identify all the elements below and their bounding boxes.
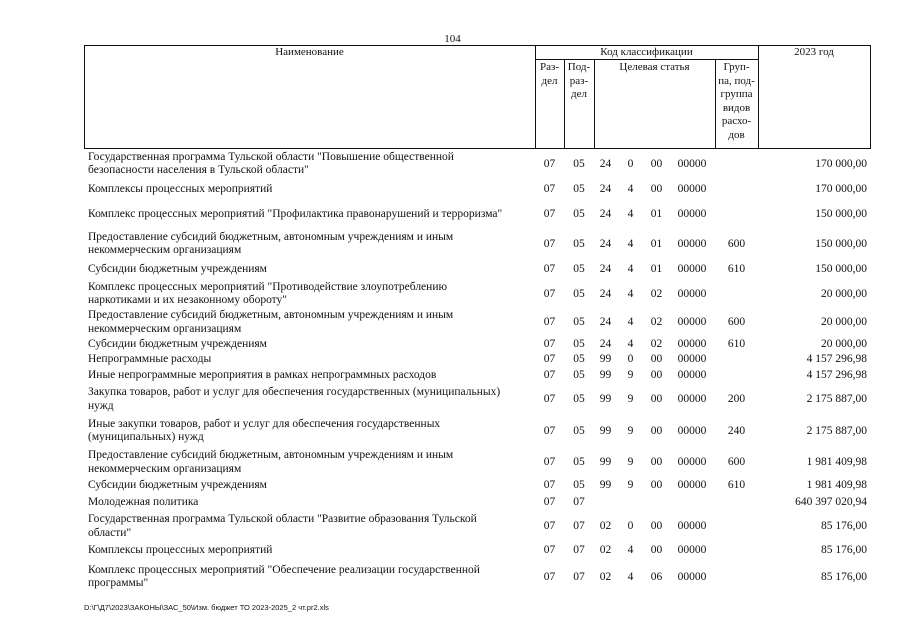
header-vid-line: Груп- <box>723 61 750 73</box>
target-direction-cell: 00000 <box>677 352 707 365</box>
razdel-cell: 07 <box>543 287 556 300</box>
header-vid-line: группа <box>720 88 753 100</box>
target-subprogram-cell: 9 <box>627 424 634 437</box>
expense-type-cell: 610 <box>727 478 746 491</box>
row-name <box>88 183 532 197</box>
header-podrazdel-line: раз- <box>569 74 589 87</box>
table-row <box>84 415 871 447</box>
row-name-line: Закупка товаров, работ и услуг для обеспечения государственных (муниципальных) <box>88 386 501 398</box>
table-row <box>84 228 871 260</box>
row-name-line: Государственная программа Тульской области "Повышение общественной <box>88 150 454 163</box>
target-element-cell: 00 <box>650 157 663 170</box>
target-subprogram-cell: 9 <box>627 456 634 468</box>
razdel-cell: 07 <box>543 456 556 468</box>
row-name-line: Непрограммные расходы <box>88 352 212 365</box>
header-target: Целевая статья <box>619 61 690 73</box>
razdel-cell: 07 <box>543 316 556 328</box>
target-element-cell: 00 <box>650 183 663 196</box>
table-row <box>84 149 871 179</box>
target-direction-cell: 00000 <box>677 520 707 532</box>
header-vid-line: па, под- <box>718 74 755 87</box>
target-subprogram-cell: 4 <box>627 570 634 583</box>
target-element-cell: 00 <box>650 478 663 491</box>
razdel-cell: 07 <box>543 520 556 532</box>
target-program-cell: 24 <box>599 237 612 250</box>
row-name <box>88 353 532 367</box>
podrazdel-cell: 05 <box>573 183 585 196</box>
row-name-line: некоммерческим организациям <box>88 244 242 256</box>
podrazdel-cell: 05 <box>573 287 585 300</box>
row-name <box>88 263 532 277</box>
target-direction-cell: 00000 <box>677 263 707 276</box>
podrazdel-cell: 05 <box>573 237 585 250</box>
podrazdel-cell: 05 <box>573 352 585 365</box>
target-subprogram-cell: 4 <box>627 337 634 350</box>
podrazdel-cell: 05 <box>573 393 585 405</box>
target-element-cell: 00 <box>650 393 663 405</box>
row-name-line: наркотиками и их незаконному обороту" <box>88 294 287 306</box>
expense-type-cell: 610 <box>727 263 746 276</box>
row-name <box>88 151 532 178</box>
target-direction-cell: 00000 <box>677 393 707 405</box>
amount-cell: 20 000,00 <box>821 287 867 300</box>
row-name-line: (муниципальных) нужд <box>88 431 204 443</box>
row-name <box>88 418 532 445</box>
row-name-line: Иные непрограммные мероприятия в рамках непрограммных расходов <box>88 368 437 381</box>
podrazdel-cell: 05 <box>573 263 585 276</box>
row-name-line: Предоставление субсидий бюджетным, автономным учреждениям и иным <box>88 309 454 321</box>
target-subprogram-cell: 4 <box>627 263 634 276</box>
row-name <box>88 369 532 383</box>
row-name-line: Иные закупки товаров, работ и услуг для обеспечения государственных <box>88 417 441 430</box>
podrazdel-cell: 05 <box>573 207 585 220</box>
target-subprogram-cell: 9 <box>627 393 634 405</box>
target-element-cell: 00 <box>650 424 663 437</box>
razdel-cell: 07 <box>543 495 556 508</box>
target-program-cell: 24 <box>599 263 612 276</box>
target-direction-cell: 00000 <box>677 478 707 491</box>
target-element-cell: 01 <box>650 237 663 250</box>
target-program-cell: 24 <box>599 207 612 220</box>
row-name-line: Субсидии бюджетным учреждениям <box>88 478 267 491</box>
amount-cell: 640 397 020,94 <box>795 495 867 508</box>
header-podrazdel <box>564 61 594 102</box>
table-row <box>84 280 871 308</box>
target-subprogram-cell: 4 <box>627 207 634 220</box>
table-row <box>84 179 871 201</box>
target-element-cell: 00 <box>650 368 663 381</box>
header-name: Наименование <box>275 46 344 58</box>
target-program-cell: 99 <box>599 393 612 405</box>
razdel-cell: 07 <box>543 337 556 350</box>
target-program-cell: 99 <box>599 424 612 437</box>
podrazdel-cell: 07 <box>573 544 585 557</box>
amount-cell: 150 000,00 <box>815 237 867 250</box>
header-year: 2023 год <box>794 46 834 58</box>
table-row <box>84 541 871 561</box>
target-subprogram-cell: 0 <box>627 157 634 170</box>
header-vid-line: дов <box>728 128 745 141</box>
target-direction-cell: 00000 <box>677 183 707 196</box>
amount-cell: 170 000,00 <box>815 157 867 170</box>
amount-cell: 85 176,00 <box>821 570 867 583</box>
table-row <box>84 260 871 280</box>
target-subprogram-cell: 4 <box>627 287 634 300</box>
razdel-cell: 07 <box>543 263 556 276</box>
target-subprogram-cell: 0 <box>627 352 634 365</box>
podrazdel-cell: 05 <box>573 456 585 468</box>
row-name-line: Субсидии бюджетным учреждениям <box>88 337 267 350</box>
header-podrazdel-line: дел <box>571 88 587 100</box>
table-right-border <box>870 45 871 149</box>
file-path-footer: D:\Г\Д7\2023\ЗАКОНЫ\ЗАС_50\Изм. бюджет ТО 2023-2025_2 чт.pr2.xls <box>84 603 329 612</box>
table-row <box>84 561 871 593</box>
podrazdel-cell: 05 <box>573 337 585 350</box>
target-direction-cell: 00000 <box>677 316 707 328</box>
target-subprogram-cell: 4 <box>627 183 634 196</box>
row-name-line: Комплексы процессных мероприятий <box>88 183 273 196</box>
expense-type-cell: 240 <box>727 424 746 437</box>
target-subprogram-cell: 4 <box>627 316 634 328</box>
expense-type-cell: 600 <box>727 237 746 250</box>
podrazdel-cell: 07 <box>573 495 585 508</box>
target-direction-cell: 00000 <box>677 207 707 220</box>
target-direction-cell: 00000 <box>677 237 707 250</box>
table-row <box>84 512 871 541</box>
target-element-cell: 00 <box>650 544 663 557</box>
target-program-cell: 99 <box>599 456 612 468</box>
table-row <box>84 493 871 512</box>
target-subprogram-cell: 9 <box>627 368 634 381</box>
target-program-cell: 02 <box>599 544 612 557</box>
row-name <box>88 309 532 336</box>
target-direction-cell: 00000 <box>677 287 707 300</box>
target-subprogram-cell: 4 <box>627 544 634 557</box>
header-code: Код классификации <box>600 46 693 58</box>
row-name <box>88 231 532 258</box>
podrazdel-cell: 05 <box>573 478 585 491</box>
row-name-line: Государственная программа Тульской области "Развитие образования Тульской <box>88 513 477 525</box>
header-razdel <box>535 61 564 88</box>
expense-type-cell: 610 <box>727 337 746 350</box>
podrazdel-cell: 07 <box>573 570 585 583</box>
razdel-cell: 07 <box>543 570 556 583</box>
header-razdel-line: Раз- <box>539 61 559 73</box>
table-row <box>84 352 871 367</box>
target-subprogram-cell: 4 <box>627 237 634 250</box>
row-name-line: Субсидии бюджетным учреждениям <box>88 263 267 276</box>
amount-cell: 1 981 409,98 <box>806 478 867 491</box>
target-program-cell: 24 <box>599 337 612 350</box>
target-program-cell: 99 <box>599 368 612 381</box>
row-name-line: некоммерческим организациям <box>88 462 242 475</box>
row-name <box>88 544 532 558</box>
header-razdel-line: дел <box>541 74 558 87</box>
amount-cell: 20 000,00 <box>821 337 867 350</box>
row-name-line: безопасности населения в Тульской области" <box>88 164 309 176</box>
row-name <box>88 479 532 493</box>
table-row <box>84 447 871 478</box>
page-number: 104 <box>444 33 461 45</box>
row-name-line: Комплекс процессных мероприятий "Обеспечение реализации государственной <box>88 563 480 576</box>
expense-type-cell: 200 <box>727 393 746 405</box>
razdel-cell: 07 <box>543 183 556 196</box>
podrazdel-cell: 07 <box>573 520 585 532</box>
header-vid <box>715 61 758 142</box>
row-name-line: некоммерческим организациям <box>88 322 242 335</box>
target-element-cell: 00 <box>650 520 663 532</box>
razdel-cell: 07 <box>543 478 556 491</box>
row-name-line: нужд <box>88 399 114 412</box>
target-element-cell: 00 <box>650 456 663 468</box>
razdel-cell: 07 <box>543 424 556 437</box>
target-element-cell: 06 <box>650 570 663 583</box>
razdel-cell: 07 <box>543 207 556 220</box>
target-program-cell: 99 <box>599 352 612 365</box>
table-row <box>84 201 871 228</box>
razdel-cell: 07 <box>543 157 556 170</box>
target-direction-cell: 00000 <box>677 456 707 468</box>
row-name-line: программы" <box>88 577 149 589</box>
target-program-cell: 24 <box>599 183 612 196</box>
amount-cell: 1 981 409,98 <box>806 456 867 468</box>
target-direction-cell: 00000 <box>677 157 707 170</box>
podrazdel-cell: 05 <box>573 368 585 381</box>
table-row <box>84 308 871 337</box>
row-name <box>88 386 532 413</box>
row-name-line: Предоставление субсидий бюджетным, автономным учреждениям и иным <box>88 449 454 461</box>
target-direction-cell: 00000 <box>677 424 707 437</box>
row-name <box>88 513 532 540</box>
target-element-cell: 01 <box>650 207 663 220</box>
target-direction-cell: 00000 <box>677 337 707 350</box>
header-vid-line: расхо- <box>721 115 752 127</box>
row-name-line: Предоставление субсидий бюджетным, автономным учреждениям и иным <box>88 230 454 243</box>
razdel-cell: 07 <box>543 237 556 250</box>
amount-cell: 4 157 296,98 <box>806 368 867 381</box>
podrazdel-cell: 05 <box>573 424 585 437</box>
target-element-cell: 02 <box>650 337 663 350</box>
row-name <box>88 449 532 476</box>
amount-cell: 2 175 887,00 <box>806 424 867 437</box>
target-element-cell: 02 <box>650 287 663 300</box>
row-name <box>88 281 532 308</box>
razdel-cell: 07 <box>543 352 556 365</box>
amount-cell: 150 000,00 <box>815 207 867 220</box>
col-divider-code <box>758 45 759 149</box>
target-program-cell: 24 <box>599 316 612 328</box>
row-name <box>88 564 532 591</box>
target-program-cell: 02 <box>599 570 612 583</box>
target-direction-cell: 00000 <box>677 544 707 557</box>
row-name-line: Молодежная политика <box>88 495 199 508</box>
target-direction-cell: 00000 <box>677 368 707 381</box>
header-vid-line: видов <box>722 101 751 114</box>
row-name-line: Комплекс процессных мероприятий "Профилактика правонарушений и терроризма" <box>88 207 503 220</box>
target-direction-cell: 00000 <box>677 570 707 583</box>
podrazdel-cell: 05 <box>573 316 585 328</box>
amount-cell: 20 000,00 <box>821 316 867 328</box>
target-element-cell: 01 <box>650 263 663 276</box>
razdel-cell: 07 <box>543 368 556 381</box>
razdel-cell: 07 <box>543 393 556 405</box>
razdel-cell: 07 <box>543 544 556 557</box>
target-element-cell: 00 <box>650 352 663 365</box>
target-subprogram-cell: 0 <box>627 520 634 532</box>
header-podrazdel-line: Под- <box>567 61 591 73</box>
target-program-cell: 02 <box>599 520 612 532</box>
row-name-line: Комплексы процессных мероприятий <box>88 544 273 557</box>
target-program-cell: 24 <box>599 287 612 300</box>
target-subprogram-cell: 9 <box>627 478 634 491</box>
podrazdel-cell: 05 <box>573 157 585 170</box>
table-row <box>84 478 871 493</box>
amount-cell: 4 157 296,98 <box>806 352 867 365</box>
row-name <box>88 496 532 510</box>
table-row <box>84 367 871 384</box>
table-row <box>84 384 871 415</box>
expense-type-cell: 600 <box>727 456 746 468</box>
table-row <box>84 337 871 352</box>
amount-cell: 170 000,00 <box>815 183 867 196</box>
row-name <box>88 208 532 222</box>
row-name <box>88 338 532 352</box>
target-program-cell: 99 <box>599 478 612 491</box>
amount-cell: 85 176,00 <box>821 544 867 557</box>
row-name-line: области" <box>88 526 132 539</box>
row-name-line: Комплекс процессных мероприятий "Противодействие злоупотреблению <box>88 280 448 293</box>
expense-type-cell: 600 <box>727 316 746 328</box>
amount-cell: 85 176,00 <box>821 520 867 532</box>
amount-cell: 2 175 887,00 <box>806 393 867 405</box>
table-left-border <box>84 45 85 149</box>
target-program-cell: 24 <box>599 157 612 170</box>
amount-cell: 150 000,00 <box>815 263 867 276</box>
target-element-cell: 02 <box>650 316 663 328</box>
